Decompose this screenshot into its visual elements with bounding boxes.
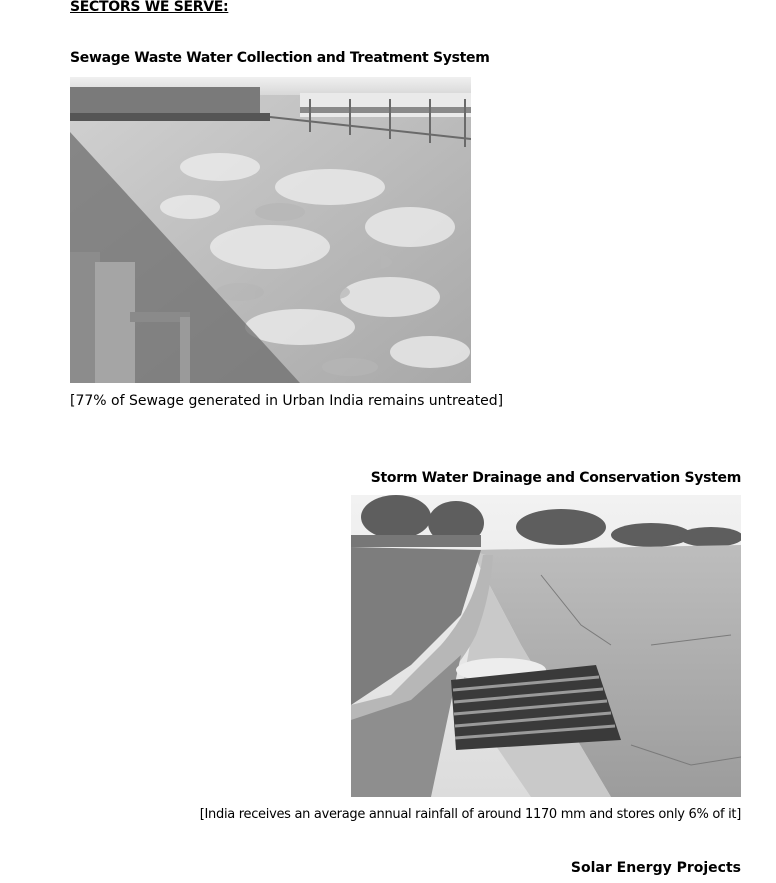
section-title-solar: Solar Energy Projects (570, 860, 741, 876)
sewage-treatment-photo (70, 77, 471, 383)
section-title-sewage: Sewage Waste Water Collection and Treatment System (70, 50, 490, 66)
storm-drain-photo (351, 495, 741, 797)
section-caption-sewage: [77% of Sewage generated in Urban India remains untreated] (70, 393, 504, 409)
page-heading: SECTORS WE SERVE: (70, 0, 229, 15)
section-title-storm-water: Storm Water Drainage and Conservation System (370, 470, 741, 486)
section-caption-storm-water: [India receives an average annual rainfall of around 1170 mm and stores only 6% of it] (199, 807, 741, 822)
